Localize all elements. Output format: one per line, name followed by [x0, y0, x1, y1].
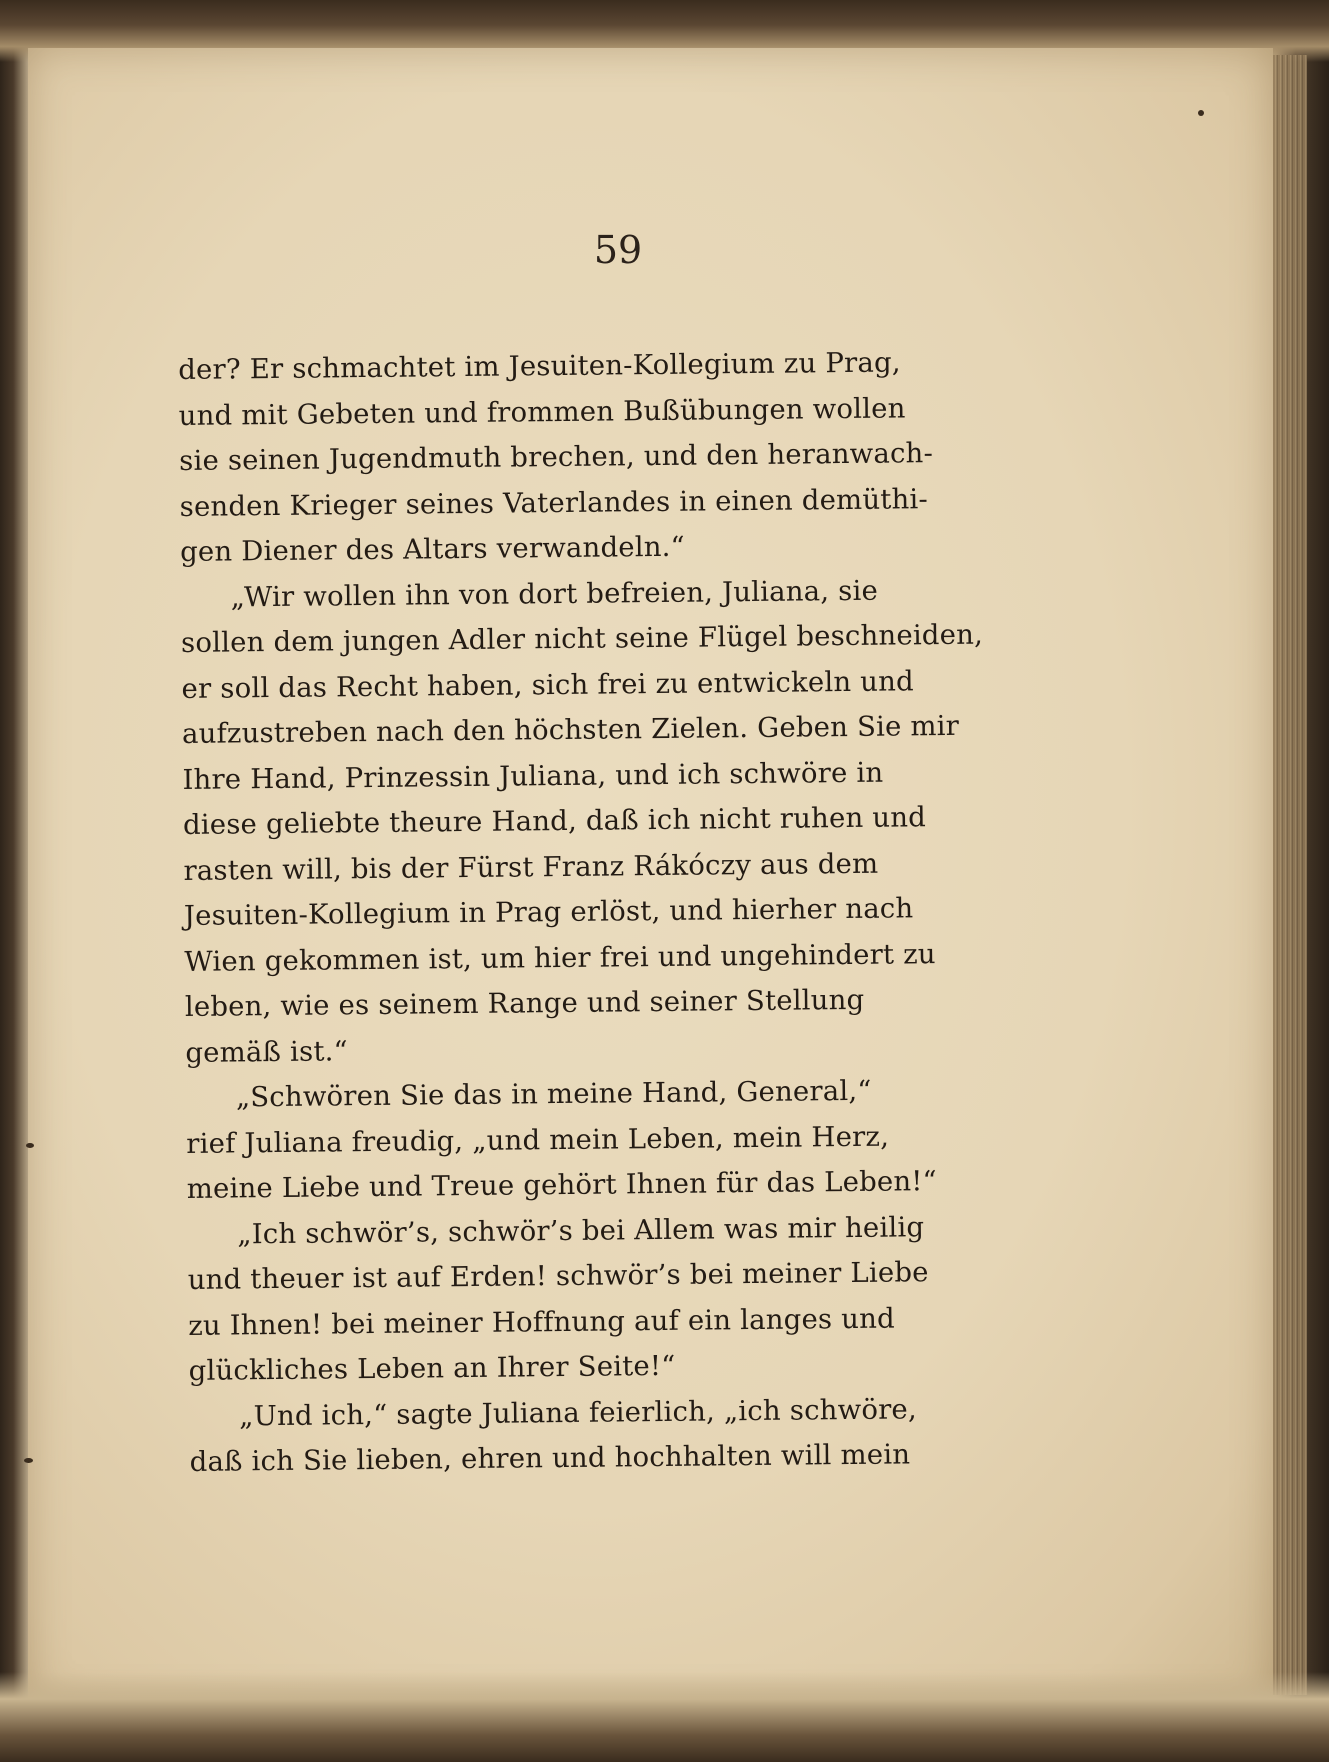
text-line: glückliches Leben an Ihrer Seite!“ — [188, 1349, 676, 1387]
text-line: Jesuiten-Kollegium in Prag erlöst, und hierher nach — [183, 892, 914, 932]
page-number: 59 — [593, 228, 643, 272]
book-bottom-edge — [0, 1672, 1329, 1762]
text-line: Wien gekommen ist, um hier frei und ungehindert zu — [184, 937, 936, 978]
text-line: diese geliebte theure Hand, daß ich nicht ruhen und — [182, 801, 927, 841]
speck-mark — [1198, 110, 1204, 116]
book-page — [28, 48, 1273, 1708]
text-line: meine Liebe und Treue gehört Ihnen für das Leben!“ — [186, 1165, 937, 1205]
text-line: und mit Gebeten und frommen Bußübungen wollen — [178, 391, 906, 432]
text-line: aufzustreben nach den höchsten Zielen. Geben Sie mir — [181, 709, 960, 750]
text-line: „Wir wollen ihn von dort befreien, Juliana, sie — [230, 574, 879, 613]
text-line: leben, wie es seinem Range und seiner Stellung — [184, 983, 865, 1023]
text-line: gen Diener des Altars verwandeln.“ — [179, 530, 686, 568]
text-line: „Ich schwör’s, schwör’s bei Allem was mir heilig — [237, 1210, 925, 1250]
text-line: rief Juliana freudig, „und mein Leben, mein Herz, — [186, 1120, 890, 1160]
text-line: sie seinen Jugendmuth brechen, und den heranwach- — [179, 437, 934, 477]
text-line: daß ich Sie lieben, ehren und hochhalten will mein — [189, 1438, 911, 1478]
text-line: Ihre Hand, Prinzessin Juliana, und ich schwöre in — [182, 756, 884, 796]
text-line: senden Krieger seines Vaterlandes in einen demüthi- — [179, 482, 929, 523]
text-line: der? Er schmachtet im Jesuiten-Kollegium zu Prag, — [178, 346, 901, 386]
text-line: „Und ich,“ sagte Juliana feierlich, „ich schwöre, — [239, 1392, 918, 1432]
text-line: und theuer ist auf Erden! schwör’s bei meiner Liebe — [187, 1256, 929, 1296]
speck-mark — [24, 1458, 33, 1463]
text-line: „Schwören Sie das in meine Hand, General,“ — [235, 1074, 872, 1114]
text-line: zu Ihnen! bei meiner Hoffnung auf ein langes und — [188, 1302, 895, 1342]
text-line: er soll das Recht haben, sich frei zu entwickeln und — [181, 664, 915, 705]
text-line: sollen dem jungen Adler nicht seine Flügel beschneiden, — [180, 618, 984, 659]
text-line: rasten will, bis der Fürst Franz Rákóczy aus dem — [183, 847, 879, 887]
speck-mark — [26, 1143, 34, 1148]
body-text — [178, 339, 1090, 1486]
text-line: gemäß ist.“ — [185, 1034, 348, 1069]
